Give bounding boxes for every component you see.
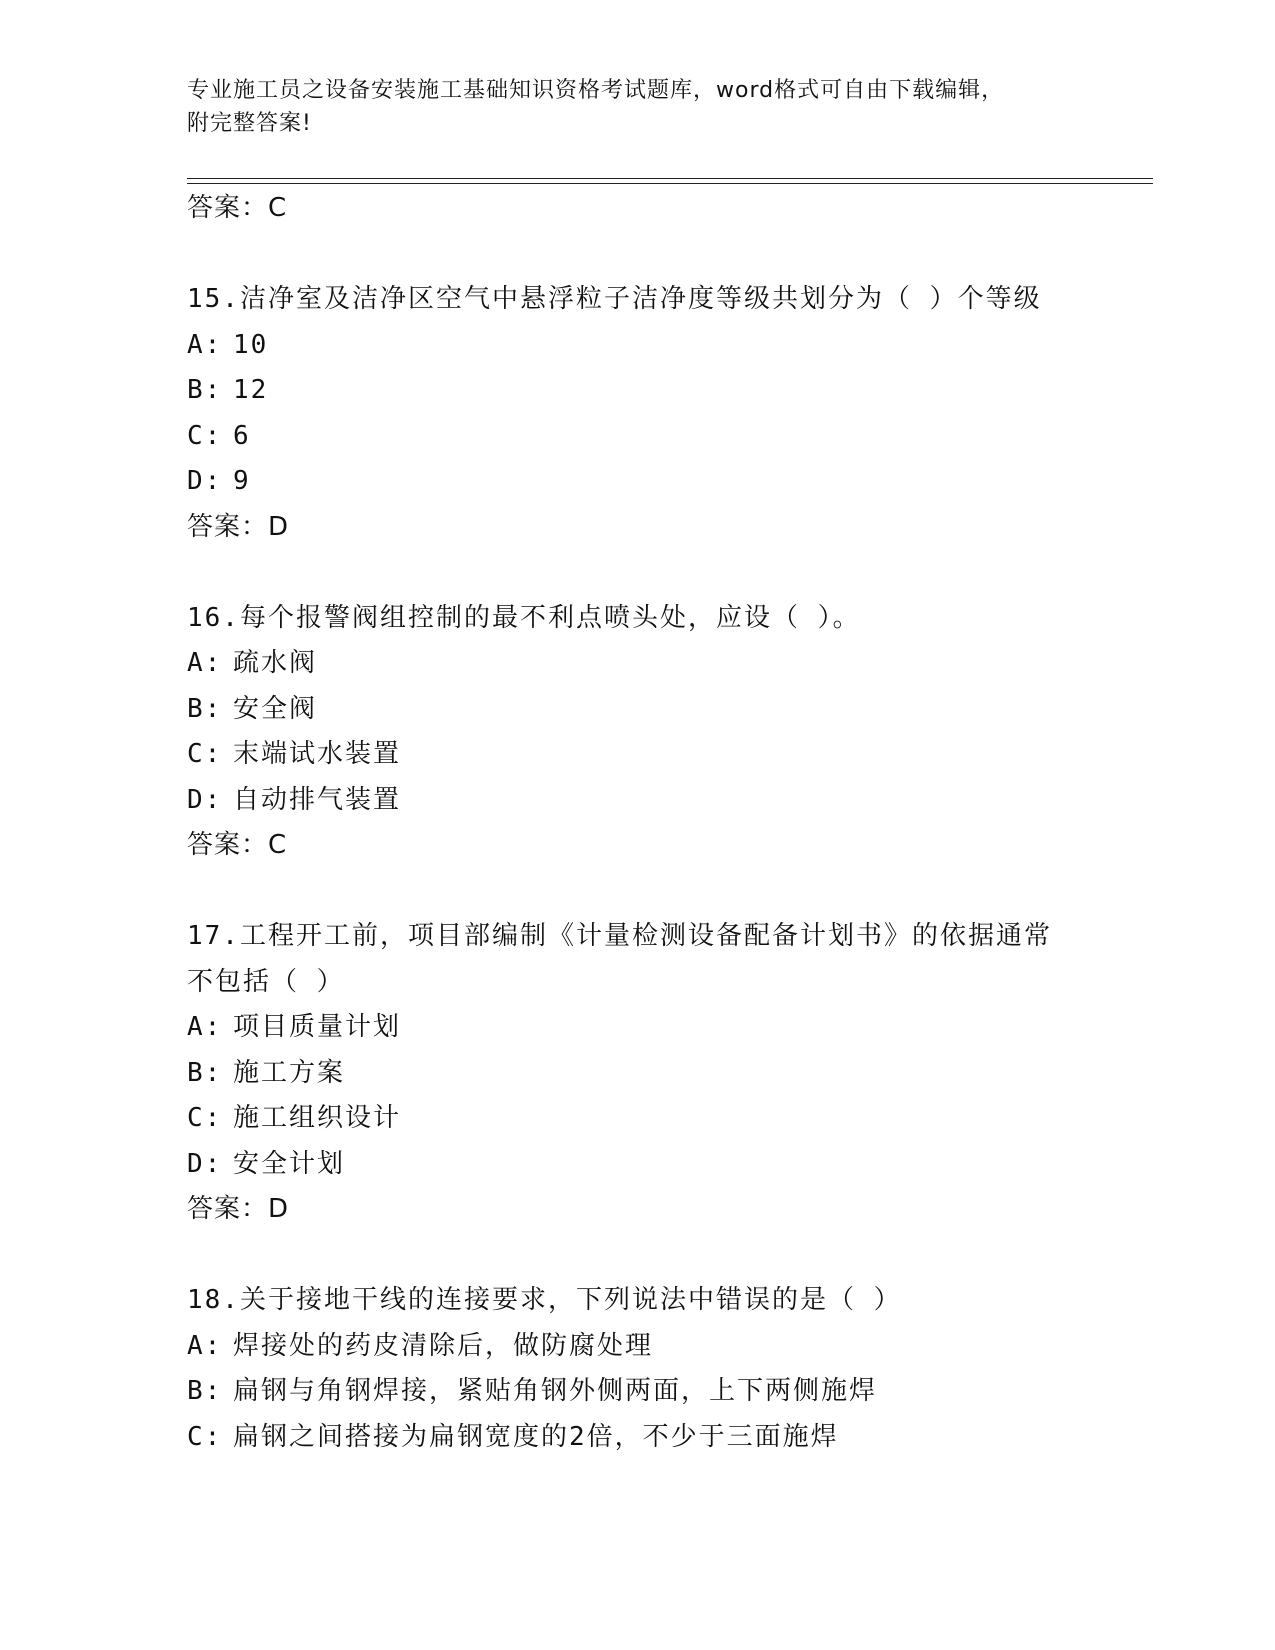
- question-17: [187, 914, 1153, 1233]
- option-text: 安全阀: [233, 693, 318, 724]
- option-a: [187, 641, 1153, 687]
- option-label: D:: [187, 1148, 223, 1179]
- option-label: A:: [187, 648, 223, 678]
- option-text: 10: [233, 329, 269, 360]
- option-label: B:: [187, 375, 223, 405]
- option-text: 末端试水装置: [233, 739, 402, 769]
- question-16: [187, 596, 1153, 869]
- answer-line: 答案：C: [187, 830, 288, 860]
- option-label: D:: [187, 784, 223, 815]
- header-divider-bottom: [187, 183, 1153, 184]
- option-text: 9: [233, 466, 251, 496]
- spacer: [187, 550, 1153, 596]
- question-text-line-2: 不包括（ ）: [187, 966, 345, 997]
- option-text: 自动排气装置: [233, 784, 402, 815]
- spacer: [187, 232, 1153, 278]
- option-label: C:: [187, 739, 223, 769]
- option-b: [187, 1369, 1153, 1415]
- option-label: A:: [187, 1012, 223, 1042]
- option-c: [187, 414, 1153, 460]
- option-b: [187, 687, 1153, 733]
- option-label: C:: [187, 1103, 223, 1133]
- option-c: [187, 732, 1153, 778]
- option-d: [187, 1142, 1153, 1188]
- question-content: [187, 186, 1153, 1460]
- option-text: 项目质量计划: [233, 1012, 402, 1042]
- document-header: [187, 74, 1087, 140]
- question-text: 15.洁净室及洁净区空气中悬浮粒子洁净度等级共划分为（ ）个等级: [187, 284, 1042, 314]
- option-label: A:: [187, 1330, 223, 1361]
- answer-line: 答案：D: [187, 1194, 290, 1224]
- option-label: C:: [187, 1421, 223, 1452]
- option-label: D:: [187, 466, 223, 496]
- option-label: B:: [187, 693, 223, 724]
- option-d: [187, 459, 1153, 505]
- spacer: [187, 869, 1153, 915]
- option-text: 焊接处的药皮清除后，做防腐处理: [233, 1330, 654, 1361]
- option-a: [187, 1005, 1153, 1051]
- option-c: [187, 1415, 1153, 1461]
- option-c: [187, 1096, 1153, 1142]
- option-text: 12: [233, 375, 269, 405]
- answer-line: 答案：D: [187, 511, 290, 542]
- option-text: 6: [233, 420, 251, 451]
- option-label: A:: [187, 329, 223, 360]
- option-a: [187, 1324, 1153, 1370]
- option-b: [187, 368, 1153, 414]
- option-a: [187, 323, 1153, 369]
- question-text-line-1: 17.工程开工前，项目部编制《计量检测设备配备计划书》的依据通常: [187, 921, 1052, 951]
- question-text: 16.每个报警阀组控制的最不利点喷头处，应设（ ）。: [187, 602, 861, 633]
- option-text: 疏水阀: [233, 648, 318, 678]
- answer-line: 答案：C: [187, 193, 288, 223]
- option-label: B:: [187, 1376, 223, 1406]
- question-15: [187, 277, 1153, 550]
- option-d: [187, 778, 1153, 824]
- option-text: 施工组织设计: [233, 1103, 402, 1133]
- option-label: B:: [187, 1057, 223, 1088]
- option-text: 扁钢与角钢焊接，紧贴角钢外侧两面，上下两侧施焊: [233, 1376, 878, 1406]
- spacer: [187, 1233, 1153, 1279]
- question-18: [187, 1278, 1153, 1460]
- option-text: 安全计划: [233, 1148, 346, 1179]
- header-line-2: 附完整答案!: [187, 111, 312, 136]
- option-text: 施工方案: [233, 1057, 346, 1088]
- question-text: 18.关于接地干线的连接要求，下列说法中错误的是（ ）: [187, 1285, 902, 1315]
- option-b: [187, 1051, 1153, 1097]
- header-line-1: 专业施工员之设备安装施工基础知识资格考试题库，word格式可自由下载编辑，: [187, 78, 1005, 103]
- option-text: 扁钢之间搭接为扁钢宽度的2倍，不少于三面施焊: [233, 1421, 839, 1452]
- option-label: C:: [187, 420, 223, 451]
- header-divider-top: [187, 178, 1153, 179]
